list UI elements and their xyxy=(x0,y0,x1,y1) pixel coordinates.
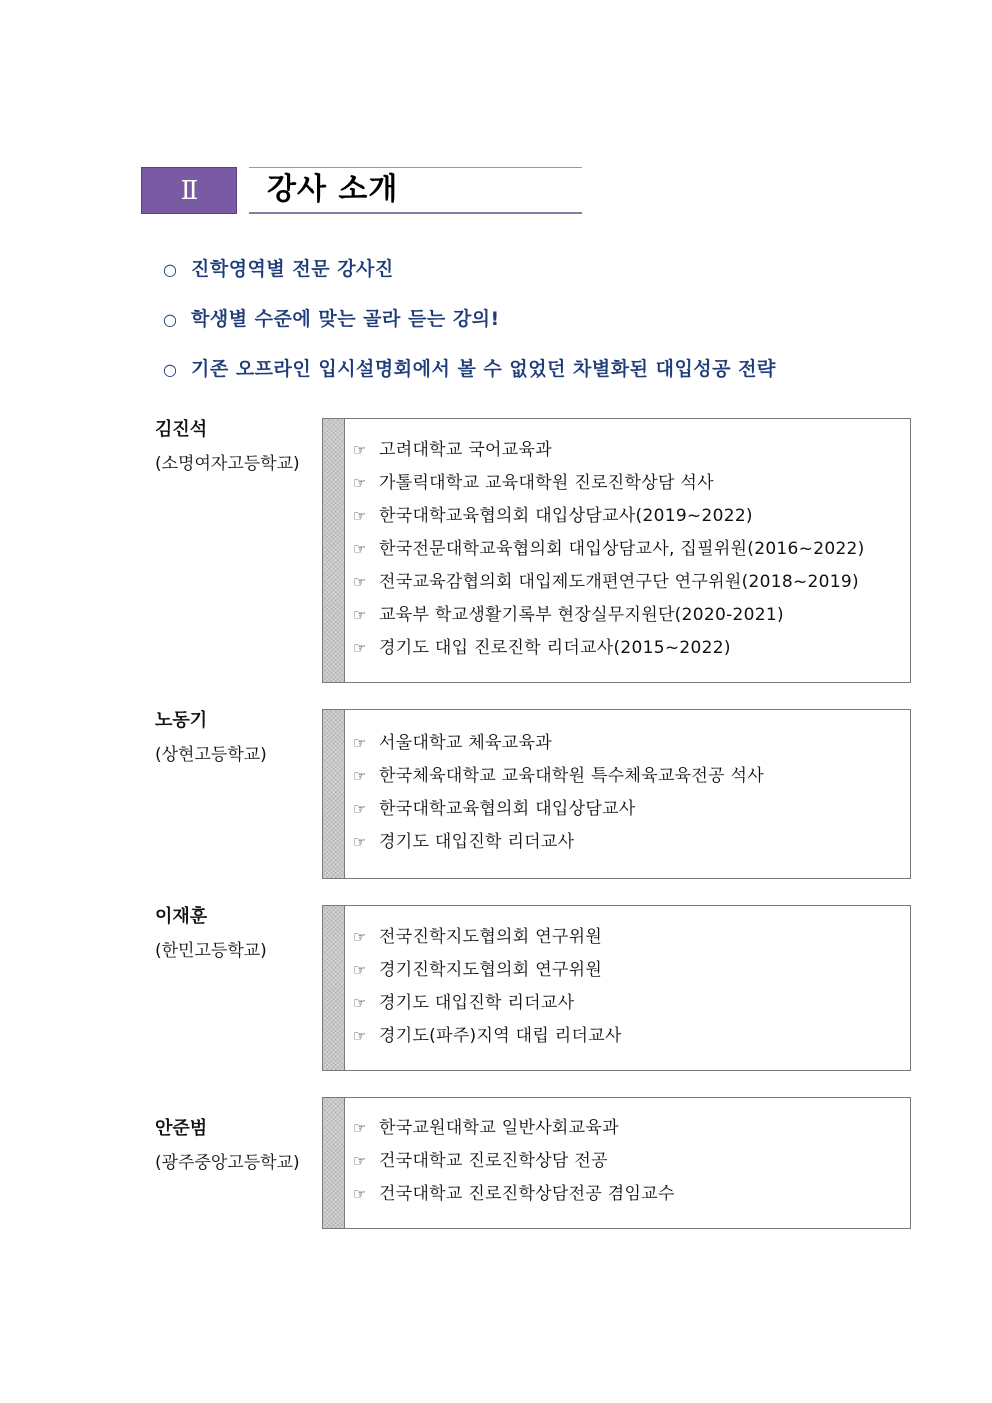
career-text: 한국대학교육협의회 대입상담교사 xyxy=(379,799,636,819)
career-item xyxy=(353,827,764,860)
section-title: 강사 소개 xyxy=(267,172,399,207)
career-text: 전국진학지도협의회 연구위원 xyxy=(379,927,603,947)
lecturer-school: (상현고등학교) xyxy=(155,745,267,765)
career-text: 건국대학교 진로진학상담전공 겸임교수 xyxy=(379,1184,675,1204)
career-list xyxy=(353,922,622,1054)
career-item xyxy=(353,1146,675,1179)
lecturer-name: 안준범 xyxy=(155,1118,208,1139)
career-text: 건국대학교 진로진학상담 전공 xyxy=(379,1151,608,1171)
box-stripe xyxy=(323,906,345,1070)
box-stripe xyxy=(323,710,345,878)
career-text: 경기진학지도협의회 연구위원 xyxy=(379,960,603,980)
lecturer-school: (광주중앙고등학교) xyxy=(155,1153,300,1173)
career-text: 가톨릭대학교 교육대학원 진로진학상담 석사 xyxy=(379,473,714,493)
pointing-hand-icon: ☞ xyxy=(353,833,367,851)
pointing-hand-icon: ☞ xyxy=(353,994,367,1012)
section-number-box: Ⅱ xyxy=(141,167,237,214)
highlight-text: 진학영역별 전문 강사진 xyxy=(191,258,394,280)
pointing-hand-icon: ☞ xyxy=(353,606,367,624)
career-text: 한국체육대학교 교육대학원 특수체육교육전공 석사 xyxy=(379,766,764,786)
title-top-rule xyxy=(249,167,582,168)
career-list xyxy=(353,728,764,860)
highlight-text: 학생별 수준에 맞는 골라 듣는 강의! xyxy=(191,308,500,330)
career-text: 전국교육감협의회 대입제도개편연구단 연구위원(2018~2019) xyxy=(379,572,859,592)
career-item xyxy=(353,1179,675,1212)
pointing-hand-icon: ☞ xyxy=(353,1119,367,1137)
career-item xyxy=(353,1113,675,1146)
career-item xyxy=(353,794,764,827)
career-item xyxy=(353,728,764,761)
lecturer-career-box xyxy=(322,709,911,879)
title-bottom-rule xyxy=(249,212,582,214)
circle-bullet-icon: ○ xyxy=(163,260,178,279)
pointing-hand-icon: ☞ xyxy=(353,1152,367,1170)
lecturer-school: (소명여자고등학교) xyxy=(155,454,300,474)
pointing-hand-icon: ☞ xyxy=(353,441,367,459)
career-item xyxy=(353,567,865,600)
pointing-hand-icon: ☞ xyxy=(353,800,367,818)
circle-bullet-icon: ○ xyxy=(163,310,178,329)
career-text: 고려대학교 국어교육과 xyxy=(379,440,552,460)
career-text: 한국교원대학교 일반사회교육과 xyxy=(379,1118,619,1138)
career-item xyxy=(353,922,622,955)
career-text: 경기도 대입진학 리더교사 xyxy=(379,993,575,1013)
highlight-bullet xyxy=(163,304,923,354)
pointing-hand-icon: ☞ xyxy=(353,734,367,752)
section-header xyxy=(141,167,582,214)
career-item xyxy=(353,468,865,501)
pointing-hand-icon: ☞ xyxy=(353,961,367,979)
career-item xyxy=(353,435,865,468)
lecturer-career-box xyxy=(322,418,911,683)
pointing-hand-icon: ☞ xyxy=(353,767,367,785)
career-text: 경기도 대입진학 리더교사 xyxy=(379,832,575,852)
career-item xyxy=(353,534,865,567)
career-text: 한국전문대학교육협의회 대입상담교사, 집필위원(2016~2022) xyxy=(379,539,865,559)
pointing-hand-icon: ☞ xyxy=(353,507,367,525)
career-list xyxy=(353,1113,675,1212)
career-item xyxy=(353,955,622,988)
career-text: 서울대학교 체육교육과 xyxy=(379,733,552,753)
pointing-hand-icon: ☞ xyxy=(353,1027,367,1045)
career-item xyxy=(353,501,865,534)
circle-bullet-icon: ○ xyxy=(163,360,178,379)
career-item xyxy=(353,1021,622,1054)
lecturer-name: 노동기 xyxy=(155,710,208,731)
career-list xyxy=(353,435,865,666)
lecturer-career-box xyxy=(322,1097,911,1229)
career-item xyxy=(353,761,764,794)
career-text: 한국대학교육협의회 대입상담교사(2019~2022) xyxy=(379,506,753,526)
pointing-hand-icon: ☞ xyxy=(353,573,367,591)
career-text: 경기도 대입 진로진학 리더교사(2015~2022) xyxy=(379,638,731,658)
career-item xyxy=(353,600,865,633)
lecturer-name: 이재훈 xyxy=(155,906,208,927)
lecturer-name: 김진석 xyxy=(155,419,208,440)
highlight-text: 기존 오프라인 입시설명회에서 볼 수 없었던 차별화된 대입성공 전략 xyxy=(191,358,776,380)
box-stripe xyxy=(323,1098,345,1228)
pointing-hand-icon: ☞ xyxy=(353,639,367,657)
career-item xyxy=(353,633,865,666)
career-text: 교육부 학교생활기록부 현장실무지원단(2020-2021) xyxy=(379,605,784,625)
highlight-bullet xyxy=(163,254,923,304)
lecturer-school: (한민고등학교) xyxy=(155,941,267,961)
pointing-hand-icon: ☞ xyxy=(353,1185,367,1203)
highlight-bullet xyxy=(163,354,923,404)
career-text: 경기도(파주)지역 대립 리더교사 xyxy=(379,1026,622,1046)
pointing-hand-icon: ☞ xyxy=(353,474,367,492)
pointing-hand-icon: ☞ xyxy=(353,540,367,558)
career-item xyxy=(353,988,622,1021)
box-stripe xyxy=(323,419,345,682)
highlight-bullet-list xyxy=(163,254,923,404)
lecturer-career-box xyxy=(322,905,911,1071)
pointing-hand-icon: ☞ xyxy=(353,928,367,946)
